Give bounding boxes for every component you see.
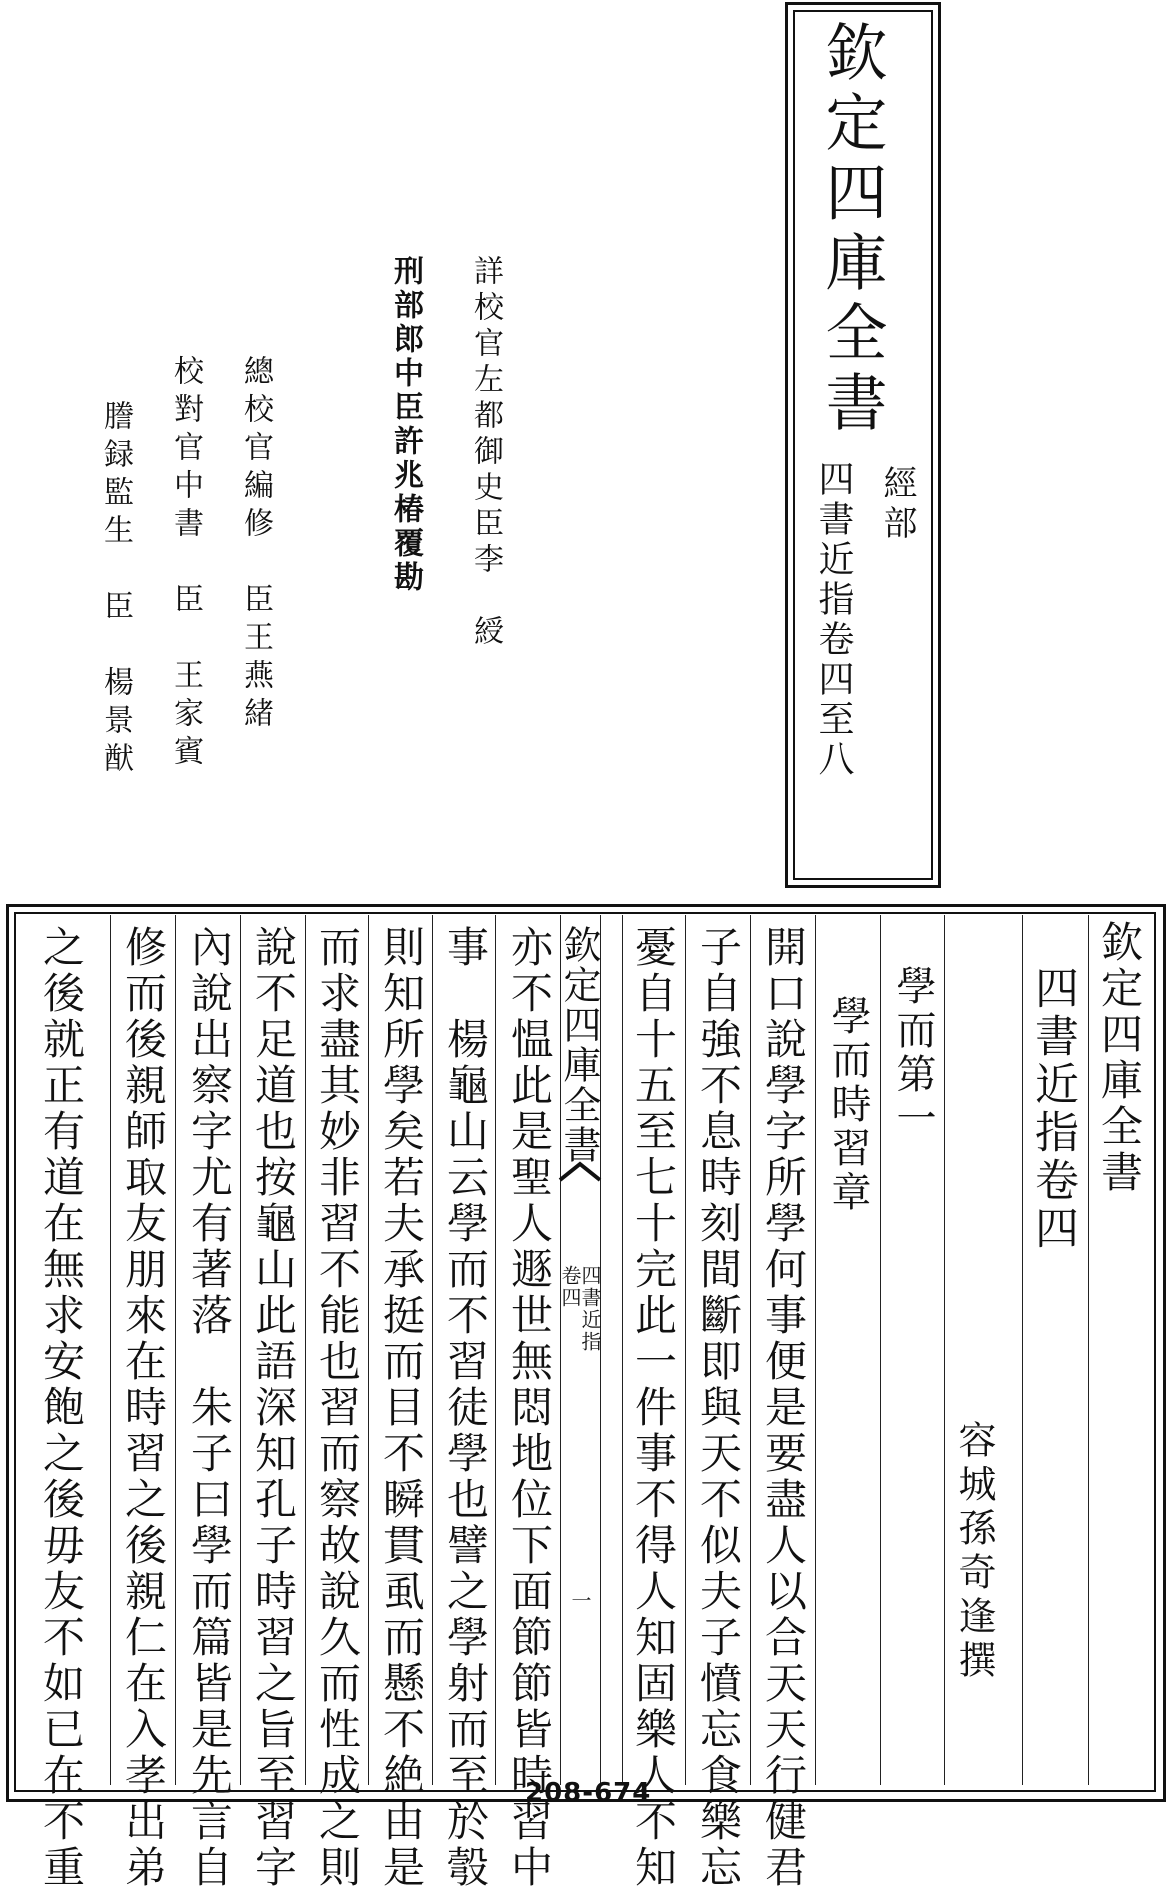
credit-collator: 校對官中書 臣 王家賓: [168, 355, 203, 773]
text-line: 說不足道也按龜山此語深知孔子時習之旨至習字: [249, 925, 298, 1891]
column-rule: [944, 915, 945, 1785]
credit-reviewer: 刑部郎中臣許兆椿覆勘: [388, 255, 423, 595]
text-line: 子自強不息時刻間斷即與天不似夫子憤忘食樂忘: [694, 925, 743, 1891]
column-rule: [240, 915, 241, 1785]
text-line: 事 楊龜山云學而不習徒學也譬之學射而至於彀: [441, 925, 490, 1891]
fold-title: 欽定四庫全書: [557, 925, 601, 1165]
column-rule: [1022, 915, 1023, 1785]
column-rule: [432, 915, 433, 1785]
text-line: 內說出察字尤有著落 朱子曰學而篇皆是先言自: [185, 925, 234, 1891]
title-slip-category: 經部: [877, 465, 917, 545]
text-line: 開口說學字所學何事便是要盡人以合天天行健君: [759, 925, 808, 1891]
text-line: 亦不愠此是聖人遯世無悶地位下面節節皆時習中: [505, 925, 554, 1891]
fold-page-number: 一: [568, 1590, 592, 1610]
text-line: 修而後親師取友朋來在時習之後親仁在入孝出弟: [119, 925, 168, 1891]
title-slip-volume: 四書近指卷四至八: [813, 460, 854, 780]
column-rule: [815, 915, 816, 1785]
text-line: 而求盡其妙非習不能也習而察故說久而性成之則: [313, 925, 362, 1891]
column-rule: [305, 915, 306, 1785]
fold-book-label: 四書近指: [578, 1265, 602, 1353]
page-header-title: 欽定四庫全書: [1095, 920, 1144, 1196]
credit-chief-editor: 總校官編修 臣王燕緒: [238, 355, 273, 735]
credit-proofreader: 詳校官左都御史臣李 綬: [468, 255, 503, 651]
text-line: 憂自十五至七十完此一件事不得人知固樂人不知: [629, 925, 678, 1891]
text-line: 之後就正有道在無求安飽之後毋友不如已在不重: [37, 925, 86, 1891]
column-rule: [110, 915, 111, 1785]
column-rule: [750, 915, 751, 1785]
fold-fish-tail-mark: [558, 1160, 602, 1182]
column-rule: [495, 915, 496, 1785]
book-title: 四書近指卷四: [1027, 965, 1078, 1253]
column-rule: [685, 915, 686, 1785]
column-rule: [880, 915, 881, 1785]
page-number: 208-674: [525, 1778, 652, 1808]
fold-volume-label: 卷四: [558, 1265, 582, 1309]
column-rule: [622, 915, 623, 1785]
section-heading: 學而第一: [890, 965, 936, 1141]
column-rule: [1088, 915, 1089, 1785]
credit-copyist: 謄録監生 臣 楊景猷: [98, 400, 133, 780]
column-rule: [368, 915, 369, 1785]
title-slip-main-title: 欽定四庫全書: [815, 20, 888, 440]
text-line: 則知所學矣若夫承挺而目不瞬貫虱而懸不絶由是: [377, 925, 426, 1891]
column-rule: [175, 915, 176, 1785]
chapter-heading: 學而時習章: [825, 995, 871, 1215]
author-line: 容城孫奇逢撰: [952, 1420, 996, 1684]
